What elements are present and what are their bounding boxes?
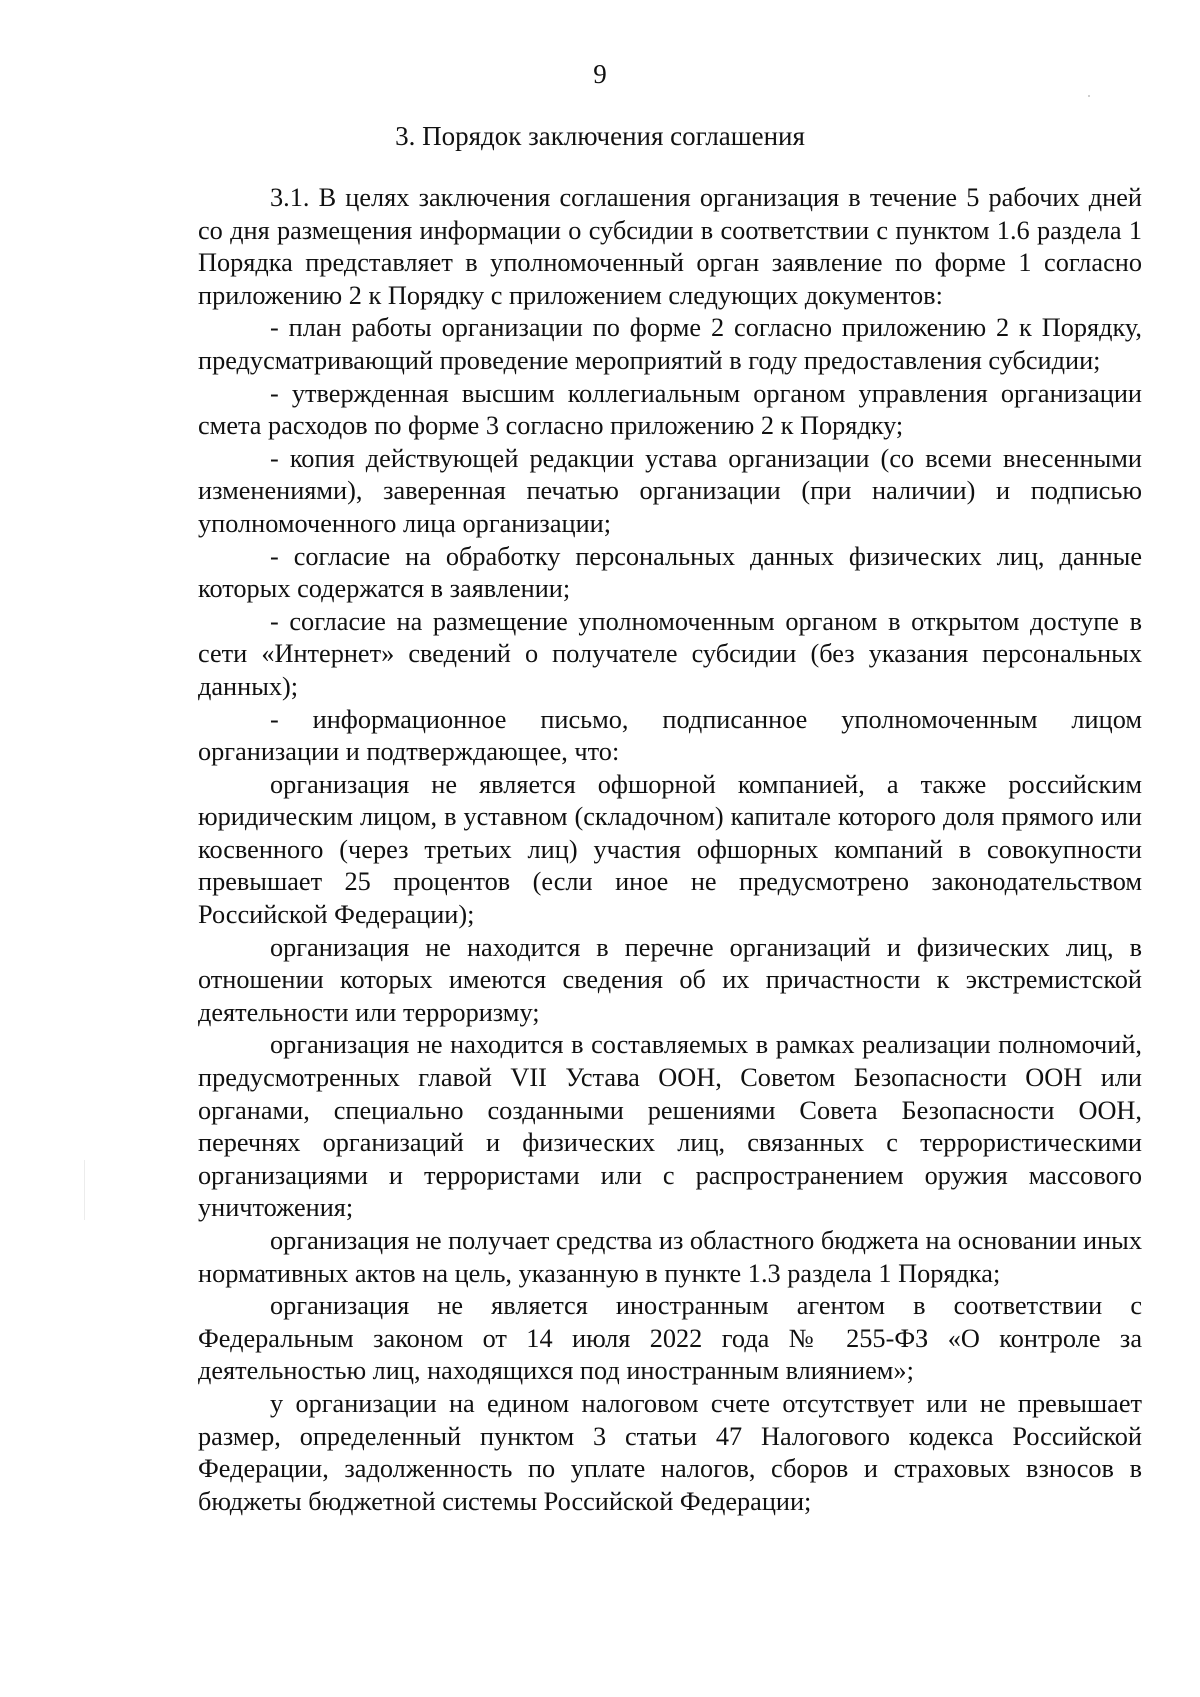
scan-artifact (1088, 95, 1090, 97)
scan-artifact (84, 1160, 85, 1220)
paragraph-3-1: 3.1. В целях заключения соглашения организация в течение 5 рабочих дней со дня размещения информации о субсидии в соответствии с пунктом 1.6 раздела 1 Порядка представляет в уполномоченный орган заявление по форме 1 согласно приложению 2 к Порядку с приложением следующих документов: (198, 183, 1142, 310)
document-body (198, 182, 1142, 1518)
list-item-publication-consent: - согласие на размещение уполномоченным органом в открытом доступе в сети «Интернет» сведений о получателе субсидии (без указания персональных данных); (198, 606, 1142, 701)
condition-un-sanctions-list: организация не находится в составляемых в рамках реализации полномочий, предусмотренных главой VII Устава ООН, Советом Безопасности ООН или органами, специально созданными решениями Совета Безопасности ООН, перечнях организаций и физических лиц, связанных с террористическими организациями и террористами или с распространением оружия массового уничтожения; (198, 1030, 1142, 1223)
page-number: 9 (593, 59, 607, 89)
list-item-information-letter: - информационное письмо, подписанное уполномоченным лицом организации и подтверждающее, что: (198, 704, 1142, 767)
list-item-work-plan: - план работы организации по форме 2 согласно приложению 2 к Порядку, предусматривающий проведение мероприятий в году предоставления субсидии; (198, 313, 1142, 375)
list-item-personal-data-consent: - согласие на обработку персональных данных физических лиц, данные которых содержатся в заявлении; (198, 541, 1142, 604)
list-item-cost-estimate: - утвержденная высшим коллегиальным органом управления организации смета расходов по форме 3 согласно приложению 2 к Порядку; (198, 378, 1142, 441)
section-title: 3. Порядок заключения соглашения (395, 121, 805, 151)
list-item-charter-copy: - копия действующей редакции устава организации (со всеми внесенными изменениями), заверенная печатью организации (при наличии) и подписью уполномоченного лица организации; (198, 443, 1142, 538)
condition-no-other-budget-funds: организация не получает средства из областного бюджета на основании иных нормативных актов на цель, указанную в пункте 1.3 раздела 1 Порядка; (198, 1226, 1142, 1288)
condition-tax-debt: у организации на едином налоговом счете отсутствует или не превышает размер, определенный пунктом 3 статьи 47 Налогового кодекса Российской Федерации, задолженность по уплате налогов, сборов и страховых взносов в бюджеты бюджетной системы Российской Федерации; (198, 1388, 1142, 1516)
condition-offshore: организация не является офшорной компанией, а также российским юридическим лицом, в уставном (складочном) капитале которого доля прямого или косвенного (через третьих лиц) участия офшорных компаний в совокупности превышает 25 процентов (если иное не предусмотрено законодательством Российской Федерации); (198, 769, 1142, 930)
condition-foreign-agent: организация не является иностранным агентом в соответствии с Федеральным законом от 14 июля 2022 года № 255-ФЗ «О контроле за деятельностью лиц, находящихся под иностранным влиянием»; (198, 1291, 1142, 1386)
condition-extremism-list: организация не находится в перечне организаций и физических лиц, в отношении которых имеются сведения об их причастности к экстремистской деятельности или терроризму; (198, 932, 1142, 1027)
